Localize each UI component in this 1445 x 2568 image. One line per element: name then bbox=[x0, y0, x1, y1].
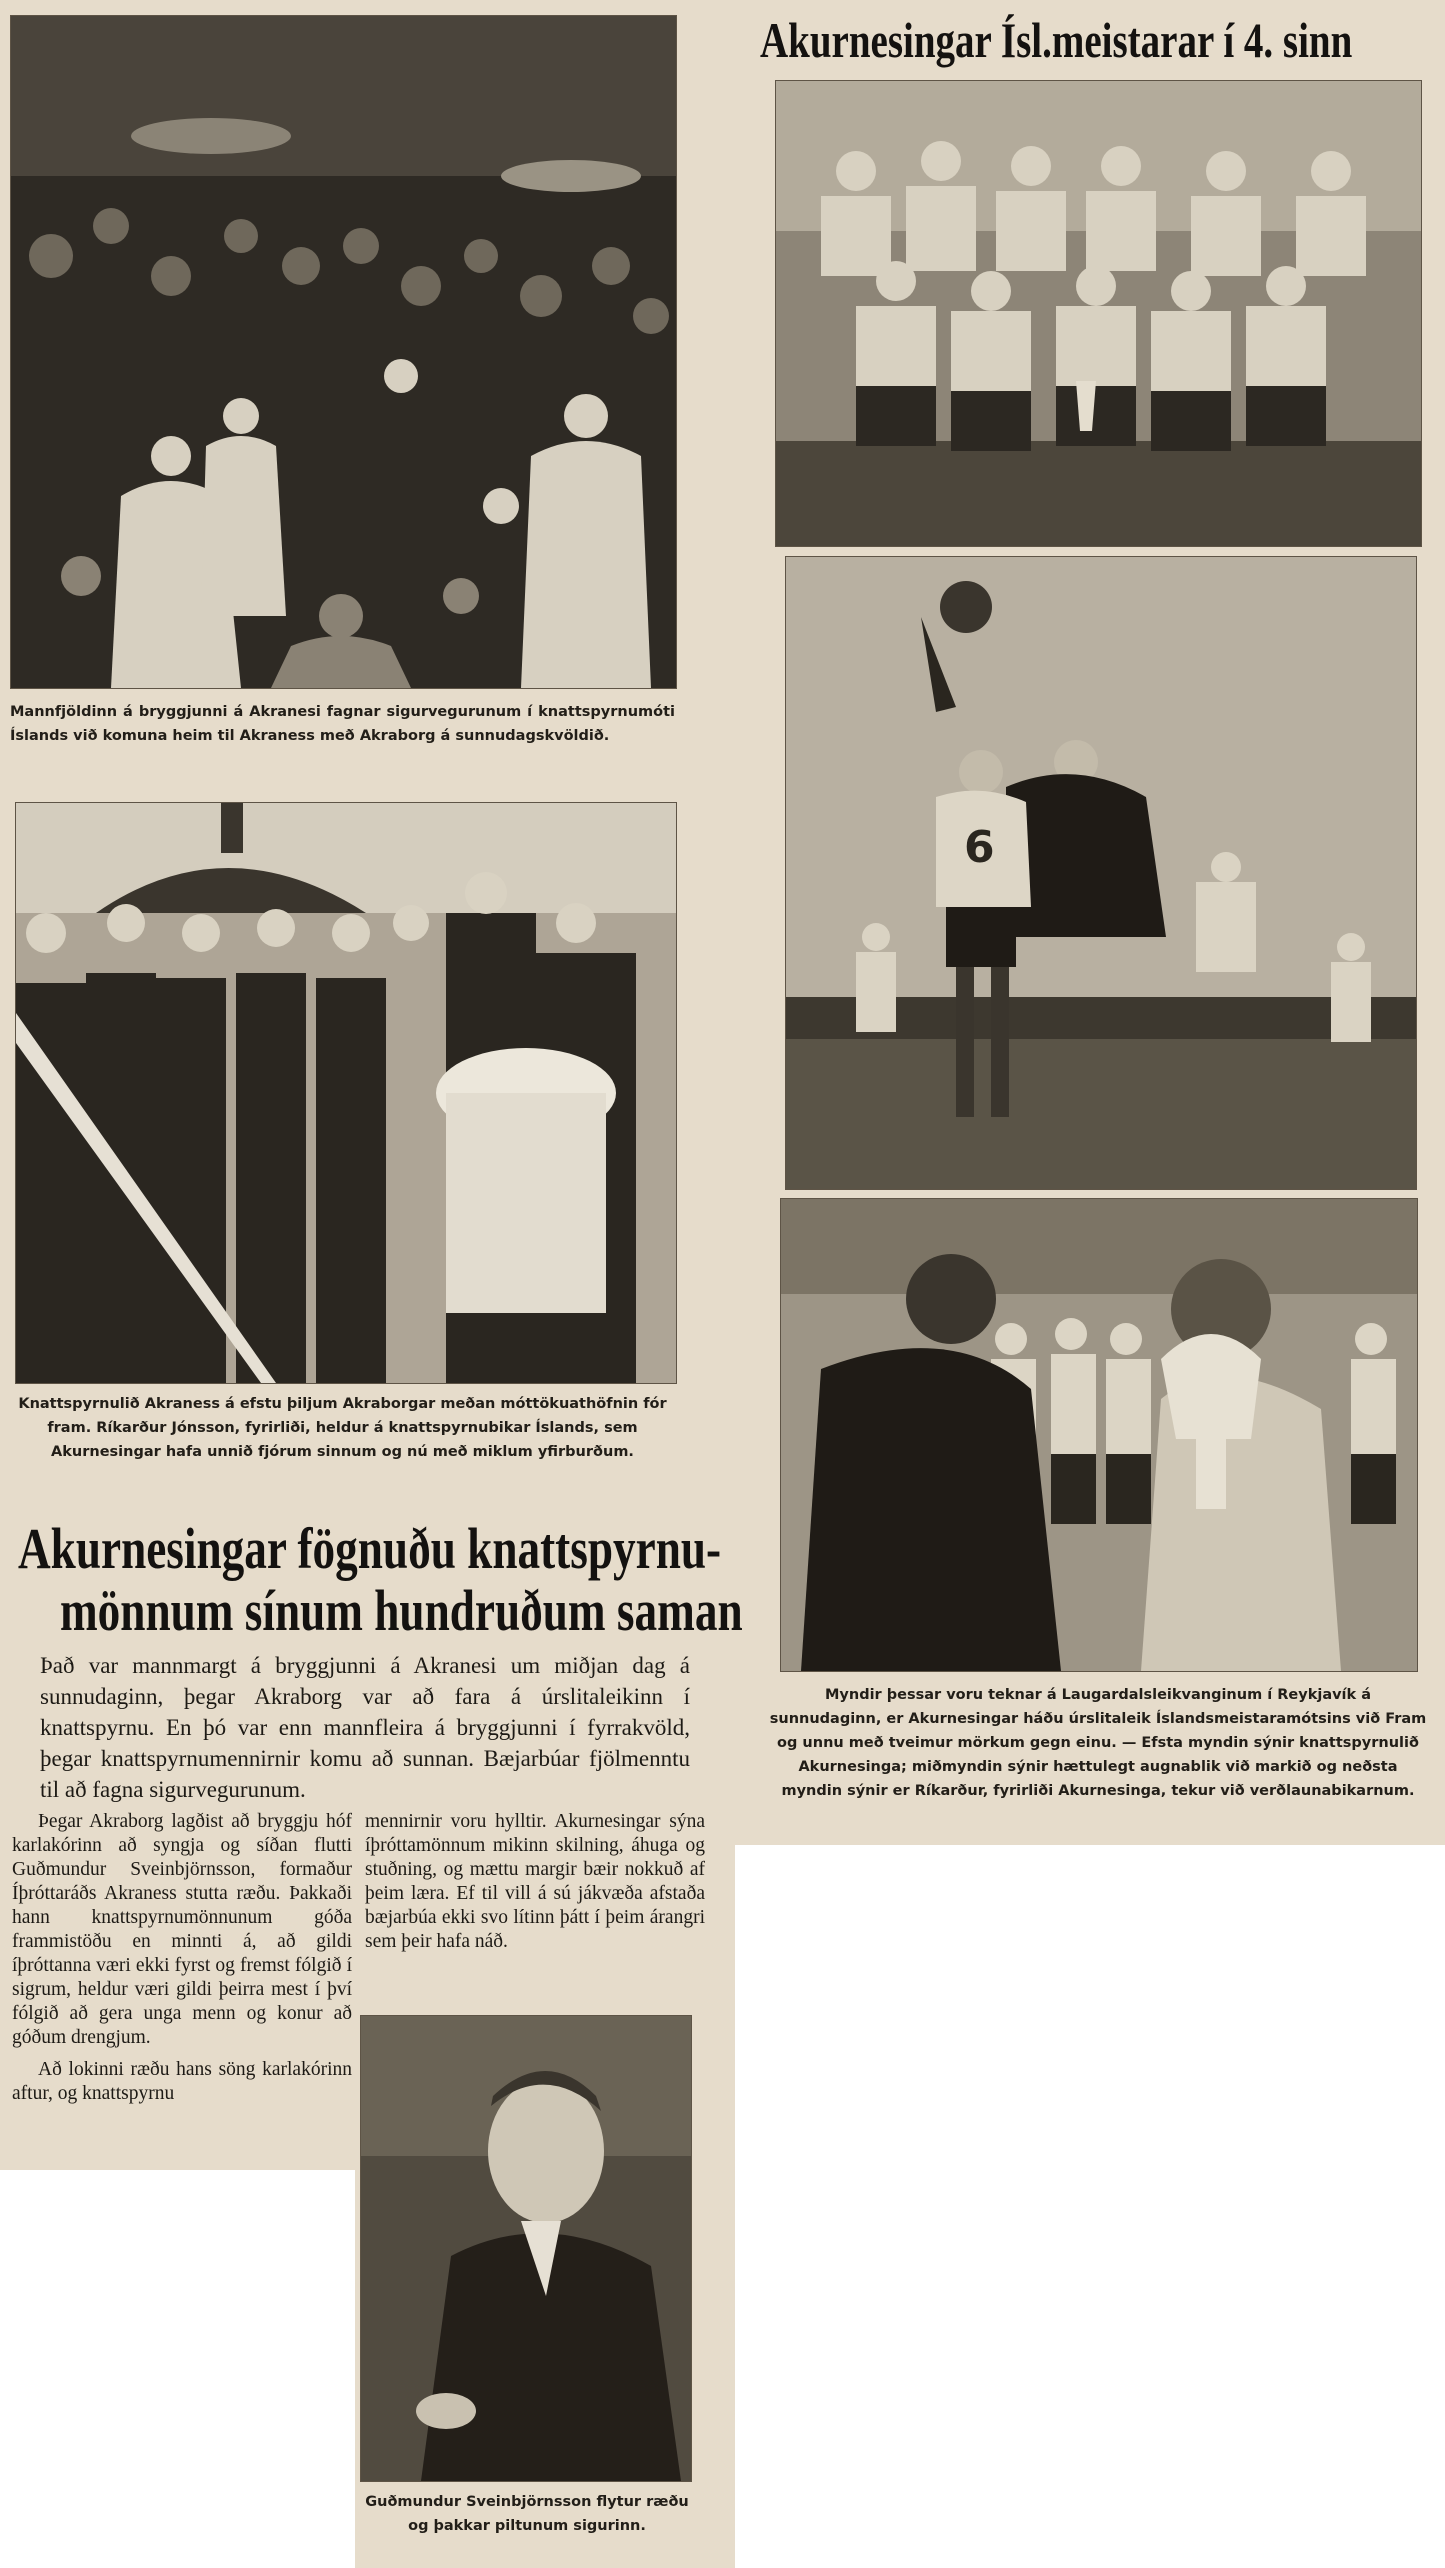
article-column-1 bbox=[12, 1810, 352, 2114]
portrait-caption: Guðmundur Sveinbjörnsson flytur ræðu og þakkar piltunum sigurinn. bbox=[365, 2494, 689, 2534]
article-paragraph: Að lokinni ræðu hans söng karlakórinn aftur, og knattspyrnu bbox=[12, 2059, 352, 2104]
svg-text:6: 6 bbox=[964, 822, 995, 873]
article-headline-line2: mönnum sínum hundruðum saman bbox=[60, 1578, 743, 1643]
team-photo bbox=[775, 80, 1422, 547]
article-column-2 bbox=[365, 1810, 705, 1962]
article-lead: Það var mannmargt á bryggjunni á Akranesi um miðjan dag á sunnudaginn, þegar Akraborg var að fara á úrslitaleikinn í knattspyrnu. En þó var enn mannfleira á bryggjunni í fyrrakvöld, þegar knattspyrnumennirnir komu að sunnan. Bæjarbúar fjölmenntu til að fagna sigurvegurunum. bbox=[40, 1653, 690, 1802]
main-headline: Akurnesingar Ísl.meistarar í 4. sinn bbox=[760, 12, 1353, 68]
crowd-photo bbox=[10, 15, 677, 689]
ship-caption: Knattspyrnulið Akraness á efstu þiljum Akraborgar meðan móttökuathöfnin fór fram. Ríkarður Jónsson, fyrirliði, heldur á knattspyrnubikar Íslands, sem Akurnesingar hafa unnið fjórum sinnum og nú með miklum yfirburðum. bbox=[18, 1396, 667, 1460]
ship-deck-photo bbox=[15, 802, 677, 1384]
article-paragraph: Þegar Akraborg lagðist að bryggju hóf karlakórinn að syngja og síðan flutti Guðmundur Sveinbjörnsson, formaður Íþróttaráðs Akraness stutta ræðu. Þakkaði hann knattspyrnumönnunum góða frammistöðu en minnti á, að gildi íþróttanna væri ekki fyrst og fremst fólgið í sigrum, heldur væri gildi þeirra mest í því fólgið að gera unga menn og konur að góðum drengjum. bbox=[12, 1811, 352, 2048]
article-paragraph: mennirnir voru hylltir. Akurnesingar sýna íþróttamönnum mikinn skilning, áhuga og stuðning, og mættu margir bæir nokkuð af þeim læra. Ef til vill á sú jákvæða afstaða bæjarbúa ekki svo lítinn þátt í þeim árangri sem þeir hafa náð. bbox=[365, 1811, 705, 1952]
match-caption: Myndir þessar voru teknar á Laugardalsleikvanginum í Reykjavík á sunnudaginn, er Akurnesingar háðu úrslitaleik Íslandsmeistaramótsins við Fram og unnu með tveimur mörkum gegn einu. — Efsta myndin sýnir knattspyrnulið Akurnesinga; miðmyndin sýnir hættulegt augnablik við markið og neðsta myndin sýnir er Ríkarður, fyrirliði Akurnesinga, tekur við verðlaunabikarnum. bbox=[769, 1687, 1427, 1799]
crowd-caption: Mannfjöldinn á bryggjunni á Akranesi fagnar sigurvegurunum í knattspyrnumóti Íslands við komuna heim til Akraness með Akraborg á sunnudagskvöldið. bbox=[10, 704, 675, 744]
article-headline-line1: Akurnesingar fögnuðu knattspyrnu- bbox=[18, 1516, 722, 1581]
trophy-ceremony-photo bbox=[780, 1198, 1418, 1672]
match-action-photo bbox=[785, 556, 1417, 1190]
portrait-photo bbox=[360, 2015, 692, 2482]
